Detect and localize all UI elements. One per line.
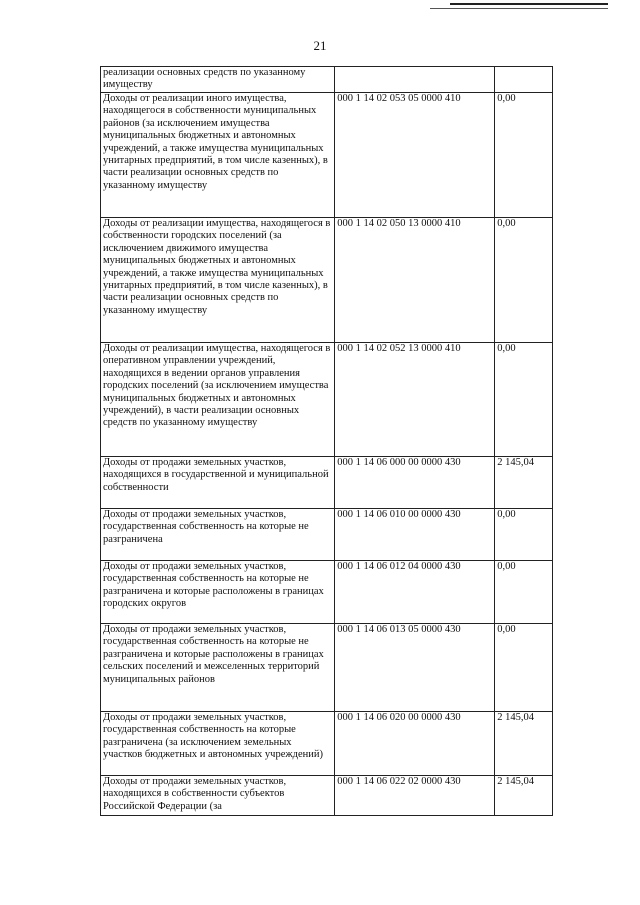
row-sum-cell: 0,00 <box>495 343 553 457</box>
row-name-cell: реализации основных средств по указанному имуществу <box>101 67 335 93</box>
table-row <box>101 561 553 624</box>
row-code-cell: 000 1 14 06 012 04 0000 430 <box>335 561 495 624</box>
row-name-cell: Доходы от продажи земельных участков, государственная собственность на которые не разграничена и которые расположены в границах городских округов <box>101 561 335 624</box>
row-code-cell <box>335 67 495 93</box>
row-name-cell: Доходы от реализации иного имущества, находящегося в собственности муниципальных районов (за исключением имущества муниципальных бюджетных и автономных учреждений, а также имущества муниципальных унитарных предприятий, в том числе казенных), в части реализации основных средств по указанному имуществу <box>101 93 335 218</box>
row-sum-cell: 2 145,04 <box>495 776 553 816</box>
table-row <box>101 509 553 561</box>
revenue-table <box>100 66 553 816</box>
row-code-cell: 000 1 14 02 052 13 0000 410 <box>335 343 495 457</box>
row-code-cell: 000 1 14 06 010 00 0000 430 <box>335 509 495 561</box>
row-code-cell: 000 1 14 02 050 13 0000 410 <box>335 218 495 343</box>
row-name-cell: Доходы от продажи земельных участков, государственная собственность на которые не разграничена <box>101 509 335 561</box>
row-code-cell: 000 1 14 06 020 00 0000 430 <box>335 712 495 776</box>
row-name-cell: Доходы от продажи земельных участков, находящихся в собственности субъектов Российской Федерации (за <box>101 776 335 816</box>
row-code-cell: 000 1 14 06 000 00 0000 430 <box>335 457 495 509</box>
page-number: 21 <box>313 38 327 53</box>
table-row <box>101 218 553 343</box>
row-name-cell: Доходы от реализации имущества, находящегося в собственности городских поселений (за исключением движимого имущества муниципальных бюджетных и автономных учреждений, а также имущества муниципальных унитарных предприятий, в том числе казенных), в части реализации основных средств по указанному имуществу <box>101 218 335 343</box>
header-rule-thin <box>430 8 608 9</box>
row-name-cell: Доходы от продажи земельных участков, государственная собственность на которые разграничена (за исключением земельных участков бюджетных и автономных учреждений) <box>101 712 335 776</box>
row-sum-cell <box>495 67 553 93</box>
row-code-cell: 000 1 14 02 053 05 0000 410 <box>335 93 495 218</box>
row-sum-cell: 0,00 <box>495 624 553 712</box>
row-sum-cell: 0,00 <box>495 561 553 624</box>
row-name-cell: Доходы от продажи земельных участков, государственная собственность на которые не разграничена и которые расположены в границах сельских поселений и межселенных территорий муниципальных районов <box>101 624 335 712</box>
table-row <box>101 776 553 816</box>
table-row <box>101 93 553 218</box>
table-row <box>101 712 553 776</box>
row-code-cell: 000 1 14 06 013 05 0000 430 <box>335 624 495 712</box>
table-row <box>101 67 553 93</box>
row-code-cell: 000 1 14 06 022 02 0000 430 <box>335 776 495 816</box>
table-row <box>101 457 553 509</box>
row-name-cell: Доходы от продажи земельных участков, находящихся в государственной и муниципальной собственности <box>101 457 335 509</box>
table-row <box>101 343 553 457</box>
row-sum-cell: 2 145,04 <box>495 457 553 509</box>
table-row <box>101 624 553 712</box>
row-name-cell: Доходы от реализации имущества, находящегося в оперативном управлении учреждений, находящихся в ведении органов управления городских поселений (за исключением имущества муниципальных бюджетных и автономных учреждений), в части реализации основных средств по указанному имуществу <box>101 343 335 457</box>
row-sum-cell: 2 145,04 <box>495 712 553 776</box>
row-sum-cell: 0,00 <box>495 218 553 343</box>
header-rule <box>450 3 608 5</box>
row-sum-cell: 0,00 <box>495 509 553 561</box>
row-sum-cell: 0,00 <box>495 93 553 218</box>
